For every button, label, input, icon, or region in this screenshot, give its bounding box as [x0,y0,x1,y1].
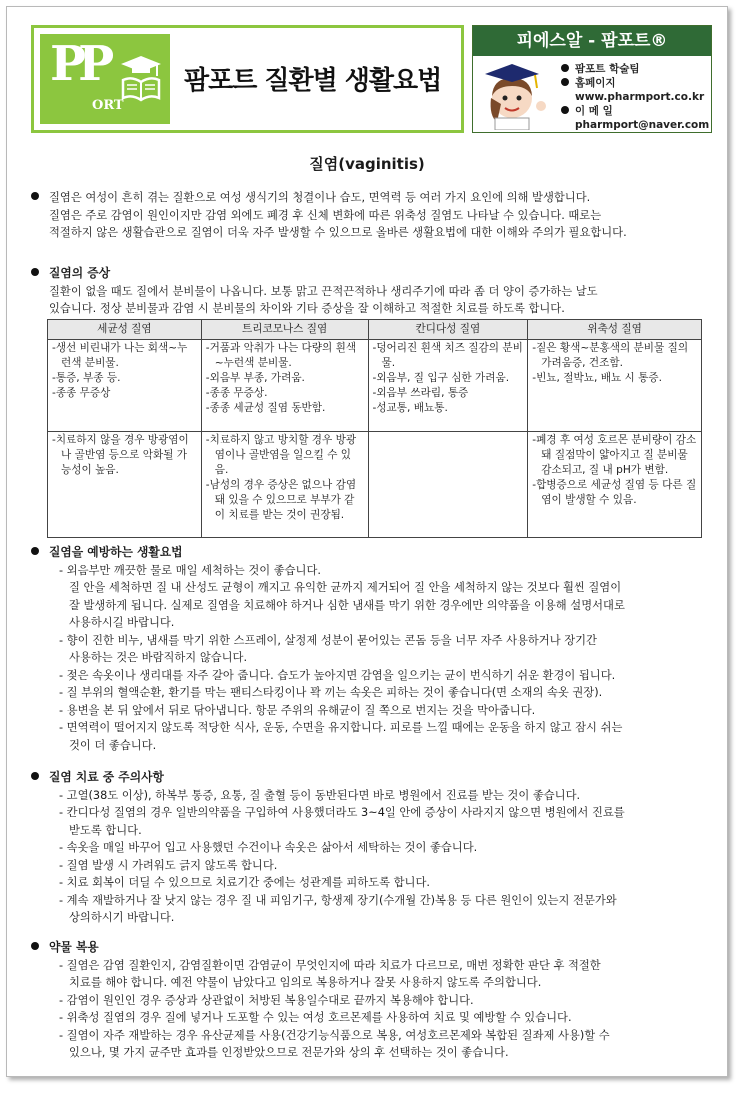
list-item-detail: 것이 더 좋습니다. [69,738,157,752]
header-title: 팜포트 질환별 생활요법 [184,66,442,96]
list-item: - 면역력이 떨어지지 않도록 적당한 식사, 운동, 수면을 유지합니다. 피로를 느낄 때에는 운동을 하지 않고 잠시 쉬는 [59,721,623,734]
list-item: - 젖은 속옷이나 생리대를 자주 갈아 줍니다. 습도가 높아지면 감염을 일으키는 균이 번식하기 쉬운 환경이 됩니다. [59,668,616,682]
treatment-section [31,769,711,927]
col-candida: 칸디다성 질염 [368,320,528,340]
bullet-icon [31,192,39,200]
list-item: - 계속 재발하거나 잘 낫지 않는 경우 질 내 피임기구, 항생제 장기(수개월 간)복용 등 다른 원인이 있는지 전문가와 [59,893,617,907]
brand-email: pharmport@naver.com [575,119,710,131]
intro-line-1: 질염은 여성이 흔히 겪는 질환으로 여성 생식기의 청결이나 습도, 면역력 등 여러 가지 요인에 의해 발생합니다. [31,189,711,207]
list-item: - 속옷을 매일 바꾸어 입고 사용했던 수건이나 속옷은 삶아서 세탁하는 것이 좋습니다. [59,841,478,854]
bullet-icon [31,547,39,555]
medication-section [31,939,711,1062]
symptoms-line-2: 있습니다. 정상 분비물과 감염 시 분비물의 차이와 기타 증상을 잘 이해하고 적절한 치료를 하도록 합니다. [49,302,565,315]
treatment-heading: 질염 치료 중 주의사항 [31,769,711,787]
list-item-detail: 받도록 합니다. [69,823,142,837]
list-item: - 질 부위의 혈액순환, 환기를 막는 팬티스타킹이나 꽉 끼는 속옷은 피하는 것이 좋습니다(면 소재의 속옷 권장). [59,686,603,699]
graduation-book-icon [120,54,162,102]
list-item-detail: 사용하는 것은 바람직하지 않습니다. [69,651,248,664]
list-item: - 외음부만 깨끗한 물로 매일 세척하는 것이 좋습니다. [59,563,321,577]
list-item-detail: 있으나, 몇 가지 균주만 효과를 인정받았으므로 전문가와 상의 후 선택하는 것이 좋습니다. [69,1046,509,1059]
table-cell: -폐경 후 여성 호르몬 분비량이 감소돼 질점막이 얇아지고 질 분비물 감소되고, 질 내 pH가 변함. -합병증으로 세균성 질염 등 다른 질염이 발생할 수 있음. [528,432,702,538]
pharmport-logo [40,34,170,124]
table-cell: -덩어리진 흰색 치즈 질감의 분비물. -외음부, 질 입구 심한 가려움. -외음부 쓰라림, 통증 -성교통, 배뇨통. [368,340,528,432]
symptoms-line-1: 질환이 없을 때도 질에서 분비물이 나옵니다. 보통 맑고 끈적끈적하나 생리주기에 따라 좀 더 양이 증가하는 날도 [49,284,598,298]
list-item: - 질염이 자주 재발하는 경우 유산균제를 사용(건강기능식품으로 복용, 여성호르몬제와 복합된 질좌제 사용)할 수 [59,1028,610,1042]
list-item: - 향이 진한 비누, 냄새를 막기 위한 스프레이, 살정제 성분이 묻어있는 콘돔 등을 너무 자주 사용하거나 장기간 [59,633,597,647]
bullet-icon [31,942,39,950]
table-cell [368,432,528,538]
intro-line-2: 질염은 주로 감염이 원인이지만 감염 외에도 폐경 후 신체 변화에 따른 위축성 질염도 나타날 수 있습니다. 때로는 [49,208,602,222]
header-box [31,25,464,133]
list-item-detail: 치료를 해야 합니다. 예전 약물이 남았다고 임의로 복용하거나 잘못 사용하지 않도록 주의합니다. [69,976,542,989]
intro-section [31,189,711,242]
document-page [6,6,728,1077]
intro-line-3: 적절하지 않은 생활습관으로 질염이 더욱 자주 발생할 수 있으므로 올바른 생활요법에 대한 이해와 주의가 필요합니다. [49,226,627,239]
bullet-icon [31,268,39,276]
table-cell: -짙은 황색~분홍색의 분비물 질의 가려움증, 건조함. -빈뇨, 절박뇨, 배뇨 시 통증. [528,340,702,432]
table-header-row [48,320,702,340]
logo-pp-glyph: PP [50,36,107,92]
brand-info [561,62,709,132]
brand-homepage-url: www.pharmport.co.kr [575,91,705,103]
list-item: - 치료 회복이 더딜 수 있으므로 치료기간 중에는 성관계를 피하도록 합니다. [59,876,430,889]
table-row [48,340,702,432]
table-row [48,432,702,538]
list-item: - 위축성 질염의 경우 질에 넣거나 도포할 수 있는 여성 호르몬제를 사용하여 치료 및 예방할 수 있습니다. [59,1011,572,1024]
table-cell: -치료하지 않고 방치할 경우 방광염이나 골반염을 일으킬 수 있음. -남성의 경우 증상은 없으나 감염돼 있을 수 있으므로 부부가 같이 치료를 받는 것이 권장됨. [201,432,368,538]
table-cell: -치료하지 않을 경우 방광염이나 골반염 등으로 악화될 가능성이 높음. [48,432,202,538]
medication-heading: 약물 복용 [31,939,711,957]
list-item: - 질염 발생 시 가려워도 긁지 않도록 합니다. [59,858,278,872]
list-item-detail: 사용하시길 바랍니다. [69,616,175,629]
brand-homepage-label: 홈페이지 [575,77,616,89]
list-item: - 질염은 감염 질환인지, 감염질환이면 감염균이 무엇인지에 따라 치료가 다르므로, 매번 정확한 판단 후 적절한 [59,958,601,972]
bullet-icon [31,772,39,780]
table-cell: -생선 비린내가 나는 회색~누런색 분비물. -통증, 부종 등. -종종 무증상 [48,340,202,432]
brand-name: 피에스알 - 팜포트® [473,26,711,56]
prevention-section [31,544,711,754]
col-atrophic: 위축성 질염 [528,320,702,340]
symptoms-table [47,319,702,538]
symptoms-section [31,265,711,318]
brand-box [472,25,712,133]
list-item: - 고열(38도 이상), 하복부 통증, 요통, 질 출혈 등이 동반된다면 바로 병원에서 진료를 받는 것이 좋습니다. [59,788,581,802]
list-item-detail: 상의하시기 바랍니다. [69,911,175,924]
document-title: 질염(vaginitis) [309,155,425,173]
pharmacist-avatar-icon [479,60,549,130]
prevention-heading: 질염을 예방하는 생활요법 [31,544,711,562]
list-item: - 칸디다성 질염의 경우 일반의약품을 구입하여 사용했더라도 3~4일 안에 증상이 사라지지 않으면 병원에서 진료를 [59,806,625,819]
list-item-detail: 질 안을 세척하면 질 내 산성도 균형이 깨지고 유익한 균까지 제거되어 질 안을 세척하지 않는 것보다 훨씬 질염이 [69,581,622,594]
table-cell: -거품과 악취가 나는 다량의 흰색~누런색 분비물. -외음부 부종, 가려움. -종종 무증상. -종종 세균성 질염 동반함. [201,340,368,432]
col-trichomonas: 트리코모나스 질염 [201,320,368,340]
list-item: - 감염이 원인인 경우 증상과 상관없이 처방된 복용일수대로 끝까지 복용해야 합니다. [59,993,474,1007]
list-item: - 용변을 본 뒤 앞에서 뒤로 닦아냅니다. 항문 주위의 유해균이 질 쪽으로 번지는 것을 막아줍니다. [59,703,536,717]
brand-team: 팜포트 학술팀 [575,63,640,75]
list-item-detail: 잘 발생하게 됩니다. 실제로 질염을 치료해야 하거나 심한 냄새를 막기 위한 경우에만 의약품을 이용해 설명서대로 [69,598,625,612]
col-bacterial: 세균성 질염 [48,320,202,340]
brand-email-label: 이 메 일 [575,105,613,117]
logo-ort-text: ORT [92,98,124,113]
symptoms-heading: 질염의 증상 [31,265,711,283]
